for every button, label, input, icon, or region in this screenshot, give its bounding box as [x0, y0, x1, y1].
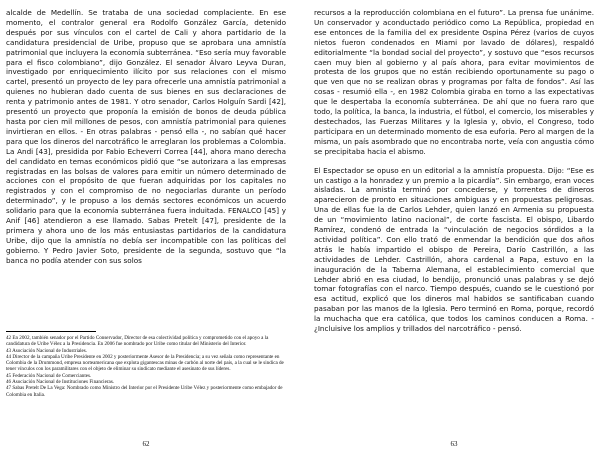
page-number-right: 63 — [450, 440, 458, 448]
footnote-44: 44 Director de la campaña Uribe Presidente en 2002 y posteriormente Asesor de la Presidencia; a su vez señala como representante en Colombia de la Drummond, empresa norteamericana que explota gigantescas minas de carbón al norte del país, a la cual se le sindica de tener vínculos con los paramilitares con el objeto de eliminar su sindicato mediante el asesinato de sus líderes. — [6, 353, 284, 373]
footnote-divider — [6, 331, 96, 332]
page-number-left: 62 — [142, 440, 150, 448]
footnote-45: 45 Federación Nacional de Comerciantes. — [6, 372, 92, 379]
footnote-42: 42 En 2002, también senador por el Partido Conservador, Director de esa colectividad política y comprometido con el apoyo a la candidatura de Uribe Vélez a la Presidencia. En 2006 fue nombrado por Uribe como titular del Ministerio del Interior. — [6, 335, 269, 348]
right-page — [314, 8, 594, 448]
footnote-47: 47 Sabas Pretelt De La Vega: Nombrado como Ministro del Interior por el Presidente Uribe Vélez y posteriormente como embajador de Colombia en Italia. — [6, 385, 283, 398]
footnote-43: 43 Asociación Nacional de Industriales. — [6, 347, 88, 354]
left-paragraph: alcalde de Medellín. Se trataba de una sociedad complaciente. En ese momento, el contralor general era Rodolfo González García, detenido después por sus vínculos con el cartel de Cali y ahora partidario de la candidatura presidencial de Uribe, propuso que se aprobara una amnistía patrimonial que incluyera la economía subterránea. “Eso sería muy favorable para el fisco colombiano”, dijo González. El senador Álvaro Leyva Duran, investigado por enriquecimiento ilícito por sus relaciones con el mismo cartel, presentó un proyecto de ley para ofrecerle una amnistía patrimonial a quienes no hubieran dado cuenta de sus bienes en sus declaraciones de renta y patrimonio antes de 1981. Y otro senador, Carlos Holguín Sardi [42], presentó un proyecto que proponía la emisión de bonos de deuda pública hasta por cien mil millones de pesos, con amnistía patrimonial para quienes invirtieran en ellos. - En otras palabras - pensó ella -, no sabían qué hacer para que los dineros del narcotráfico le arreglaran los problemas a Colombia. La Andi [43], presidida por Fabio Echeverri Correa [44], ahora mano derecha del candidato en temas económicos pidió que “se autorizara a las empresas registradas en las bolsas de valores para emitir un número determinado de acciones con el propósito de que fueran adquiridas por los capitales no registrados y con el compromiso de no negociarlas durante un período determinado”, y le propuso a los demás sectores económicos un acuerdo solidario para que la economía subterránea fuera induitada. FENALCO [45] y Anif [46] atendieron a ese llamado. Sabas Pretelt [47], presidente de la primera y ahora uno de los más entusiastas partidarios de la candidatura Uribe, dijo que la amnistía no debía ser incompatible con las políticas del gobierno. Y Pedro Javier Soto, presidente de la segunda, sostuvo que “la banca no podía atender con sus solos — [6, 8, 286, 265]
footnote-46: 46 Asociación Nacional de Instituciones Financieras. — [6, 379, 115, 386]
right-paragraph: recursos a la reproducción colombiana en el futuro”. La prensa fue unánime. Un conservador y aconductado periódico como La República, propiedad en ese entonces de la familia del ex presidente Ospina Pérez (varios de cuyos nietos fueron condenados en Miami por lavado de dólares), respaldó editorialmente “la bondad social del proyecto”, y sostuvo que “esos recursos caen muy bien al gobierno y al país ahora, para evitar movimientos de protesta de los grupos que no están recibiendo oportunamente su pago o que ven que no se realizan obras y programas por falta de fondos”. Así las cosas - resumió ella -, en 1982 Colombia giraba en torno a las expectativas que le despertaba la economía subterránea. De ahí que no fuera raro que todo, la política, la banca, la industria, el fútbol, el comercio, los miserables y destechados, las Fuerzas Militares y la Iglesia y, obvio, el Congreso, todo participara en un determinado momento de esa euforia. Pero al margen de la misma, un país asombrado que no encontraba norte, veía con angustia cómo se precipitaba hacia el abismo. — [314, 8, 594, 156]
footnotes — [6, 331, 286, 398]
left-page — [6, 8, 286, 448]
right-page-body — [314, 8, 594, 334]
right-paragraph: El Espectador se opuso en un editorial a la amnistía propuesta. Dijo: “Ese es un castigo a la honradez y un premio a la picardía”. Sin embargo, eran voces aisladas. La amnistía terminó por concederse, y torrentes de dineros aparecieron de pronto en situaciones ambiguas y en propuestas peligrosas. Una de ellas fue la de Carlos Lehder, quien lanzó en Armenia su propuesta de un “movimiento latino nacional”, de corte fascista. El obispo, Libardo Ramírez, condenó de entrada la “vinculación de negocios sórdidos a la actividad política”. Con ello trató de enmendar la bendición que dos años atrás le había impartido el obispo de Pereira, Darío Castrillón, a las actividades de Lehder. Castrillón, ahora cardenal a Papa, estuvo en la inauguración de la Taberna Alemana, el establecimiento comercial que Lehder abrió en esa ciudad, lo bendijo, pronunció unas palabras y se dejó tomar fotografías con el narco. Tiempo después, cuando se le cuestionó por esa actitud, explicó que los dineros mal habidos se santificaban cuando pasaban por las manos de la Iglesia. Pero terminó en Roma, porque, recordó la muchacha que era católica, que todos los caminos conducen a Roma. - ¿Incluisive los amplios y trillados del narcotráfico - pensó. — [314, 165, 594, 334]
left-page-body — [6, 8, 286, 266]
